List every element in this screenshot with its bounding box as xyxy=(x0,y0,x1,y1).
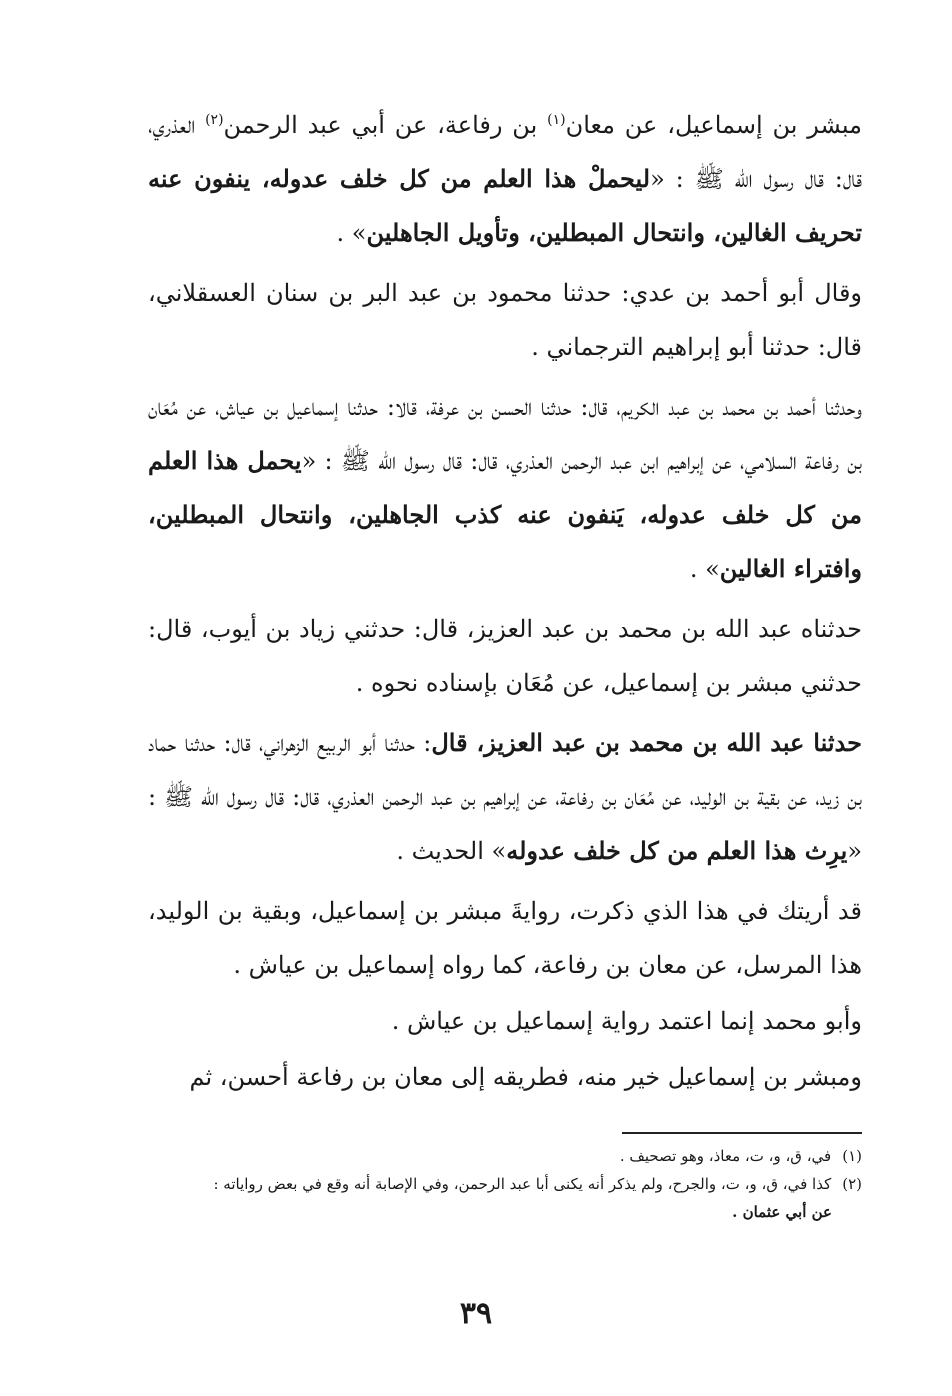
p5-hadith-text: يرِث هذا العلم من كل خلف عدوله xyxy=(506,836,848,865)
p1-text-a: مبشر بن إسماعيل، عن معان xyxy=(565,111,863,139)
footnote-number: (١) xyxy=(842,1147,862,1165)
footnote-text: في، ق، و، ت، معاذ، وهو تصحيف . xyxy=(619,1147,832,1165)
footnote-ref-1[interactable]: (١) xyxy=(547,112,566,128)
paragraph-5 xyxy=(148,716,862,878)
footnote-1 xyxy=(148,1142,862,1170)
footnote-number: (٢) xyxy=(842,1175,862,1193)
p5-text: : حدثنا أبو الربيع الزهراني، قال: حدثنا حماد بن زيد، عن بقية بن الوليد، عن مُعَان بن رفاعة، عن إبراهيم بن عبد الرحمن العذري، قال: قال رسول الله ﷺ : « xyxy=(148,729,862,865)
footnote-2 xyxy=(148,1170,862,1198)
p5-isnad-bold: حدثنا عبد الله بن محمد بن عبد العزيز، قال xyxy=(431,728,862,757)
footnote-ref-2[interactable]: (٢) xyxy=(205,112,224,128)
paragraph-3 xyxy=(148,380,862,596)
footnote-2-continuation: عن أبي عثمان . xyxy=(732,1203,832,1221)
paragraph-6: قد أريتك في هذا الذي ذكرت، روايةَ مبشر بن إسماعيل، وبقية بن الوليد، هذا المرسل، عن معان بن رفاعة، كما رواه إسماعيل بن عياش . xyxy=(148,897,862,979)
footnote-text: كذا في، ق، و، ت، والجرح، ولم يذكر أنه يكنى أبا عبد الرحمن، وفي الإصابة أنه وقع في بعض رواياته : xyxy=(213,1175,832,1193)
p1-text-c: العذري، قال: قال رسول الله ﷺ : « xyxy=(148,111,863,193)
p1-text-end: » . xyxy=(336,219,367,247)
footnote-divider xyxy=(622,1132,862,1134)
p3-text: وحدثنا أحمد بن محمد بن عبد الكريم، قال: حدثنا الحسن بن عرفة، قالا: حدثنا إسماعيل بن عياش، عن مُعَان بن رفاعة السلامي، عن إبراهيم ابن عبد الرحمن العذري، قال: قال رسول الله ﷺ : « xyxy=(148,393,862,475)
p3-hadith-text: يحمل هذا العلم من كل خلف عدوله، يَنفون عنه كذب الجاهلين، وانتحال المبطلين، وافتراء الغالين xyxy=(148,446,862,583)
paragraph-8: ومبشر بن إسماعيل خير منه، فطريقه إلى معان بن رفاعة أحسن، ثم xyxy=(189,1063,862,1091)
footnotes xyxy=(148,1142,862,1226)
p1-hadith-text: ليحملْ هذا العلم من كل خلف عدوله، ينفون عنه تحريف الغالين، وانتحال المبطلين، وتأويل الجاهلين xyxy=(148,164,862,247)
p3-text-end: » . xyxy=(689,555,720,583)
paragraph-7: وأبو محمد إنما اعتمد رواية إسماعيل بن عياش . xyxy=(391,1007,862,1035)
paragraph-4: حدثناه عبد الله بن محمد بن عبد العزيز، قال: حدثني زياد بن أيوب، قال: حدثني مبشر بن إسماعيل، عن مُعَان بإسناده نحوه . xyxy=(148,615,863,697)
paragraph-2: وقال أبو أحمد بن عدي: حدثنا محمود بن عبد البر بن سنان العسقلاني، قال: حدثنا أبو إبراهيم الترجماني . xyxy=(148,279,862,361)
page-number: ٣٩ xyxy=(459,1296,493,1331)
paragraph-1 xyxy=(148,98,862,260)
p5-text-end: » الحديث . xyxy=(396,837,507,865)
p1-text-b: بن رفاعة، عن أبي عبد الرحمن xyxy=(223,111,548,139)
